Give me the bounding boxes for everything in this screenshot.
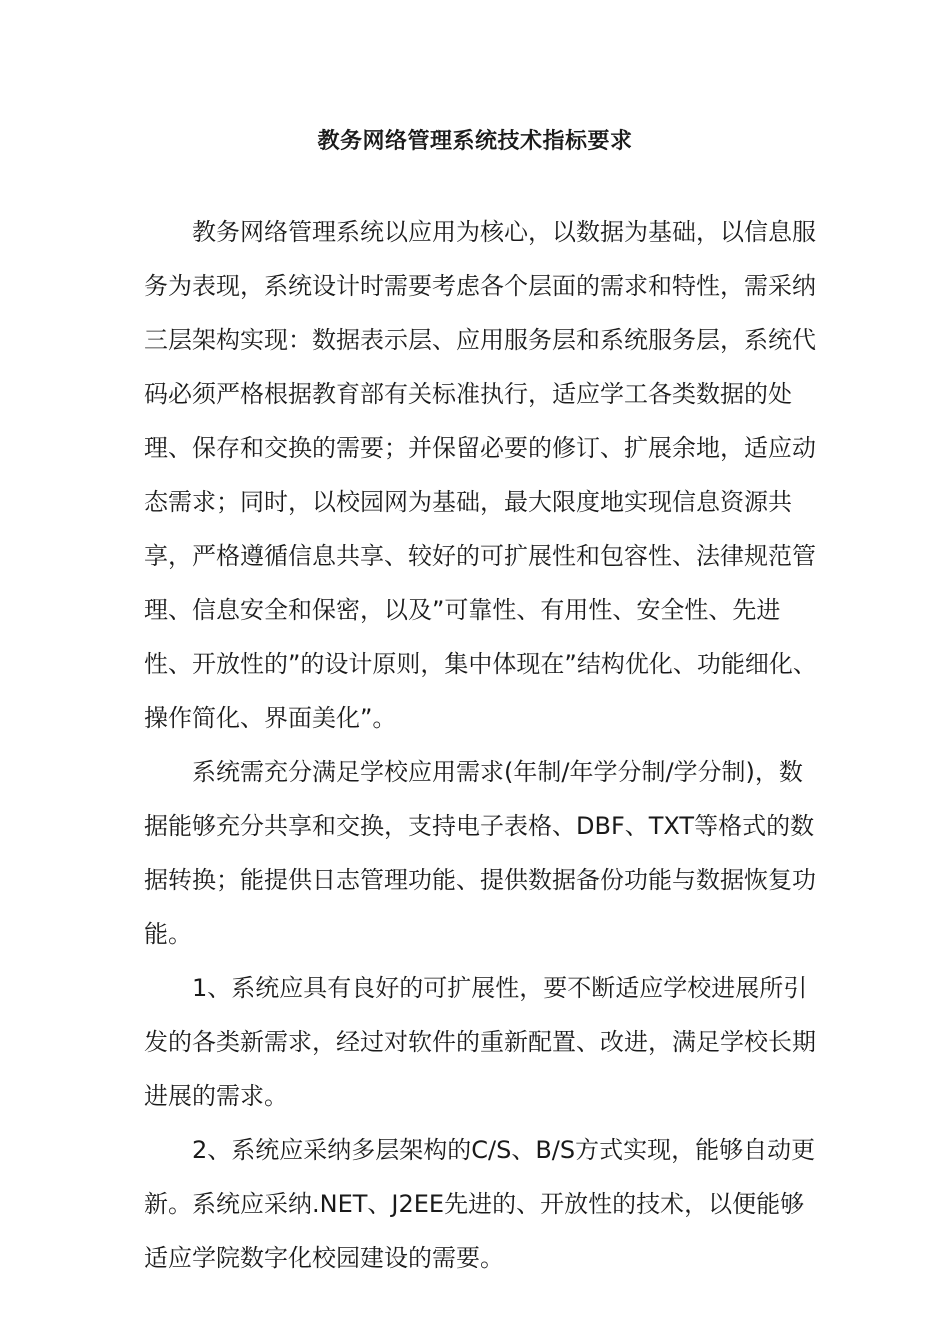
paragraph-architecture: 教务网络管理系统以应用为核心，以数据为基础，以信息服务为表现，系统设计时需要考虑各个层面的需求和特性，需采纳三层架构实现：数据表示层、应用服务层和系统服务层，系统代码必须严格根据教育部有关标准执行，适应学工各类数据的处理、保存和交换的需要；并保留必要的修订、扩展余地，适应动态需求；同时，以校园网为基础，最大限度地实现信息资源共享，严格遵循信息共享、较好的可扩展性和包容性、法律规范管理、信息安全和保密，以及”可靠性、有用性、安全性、先进性、开放性的”的设计原则，集中体现在”结构优化、功能细化、操作简化、界面美化”。: [144, 218, 817, 732]
paragraph-data-exchange: 系统需充分满足学校应用需求(年制/年学分制/学分制)，数据能够充分共享和交换，支持电子表格、DBF、TXT等格式的数据转换；能提供日志管理功能、提供数据备份功能与数据恢复功能。: [144, 758, 816, 948]
document-body: [144, 205, 820, 1285]
paragraph-multitier: 2、系统应采纳多层架构的C/S、B/S方式实现，能够自动更新。系统应采纳.NET、J2EE先进的、开放性的技术，以便能够适应学院数字化校园建设的需要。: [144, 1136, 816, 1272]
document-title: 教务网络管理系统技术指标要求: [317, 129, 633, 154]
paragraph-scalability: 1、系统应具有良好的可扩展性，要不断适应学校进展所引发的各类新需求，经过对软件的重新配置、改进，满足学校长期进展的需求。: [144, 974, 816, 1110]
